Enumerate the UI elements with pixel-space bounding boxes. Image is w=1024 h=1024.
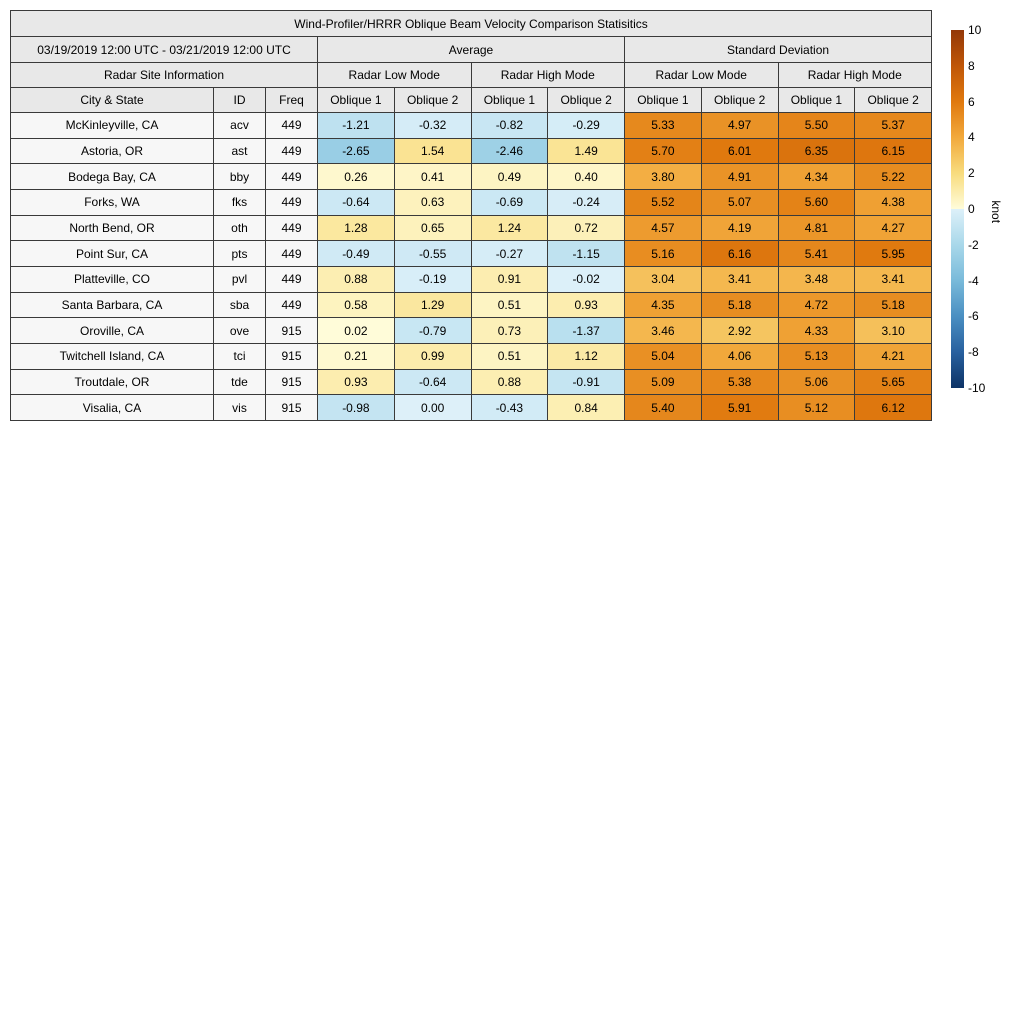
city-cell: Platteville, CO — [11, 266, 214, 292]
value-cell: 5.07 — [701, 189, 778, 215]
id-cell: vis — [214, 395, 266, 421]
value-cell: -0.55 — [394, 241, 471, 267]
mode-header-row — [11, 63, 932, 88]
value-cell: 4.57 — [625, 215, 702, 241]
mode-header-std-low: Radar Low Mode — [625, 63, 779, 88]
value-cell: 1.24 — [471, 215, 548, 241]
id-cell: pvl — [214, 266, 266, 292]
value-cell: 0.00 — [394, 395, 471, 421]
value-cell: 5.37 — [855, 113, 932, 139]
value-cell: 0.26 — [318, 164, 395, 190]
group-header-average: Average — [318, 37, 625, 63]
id-cell: oth — [214, 215, 266, 241]
id-cell: ast — [214, 138, 266, 164]
value-cell: 5.22 — [855, 164, 932, 190]
title-row — [11, 11, 932, 37]
value-cell: 0.40 — [548, 164, 625, 190]
value-cell: 5.16 — [625, 241, 702, 267]
value-cell: 5.38 — [701, 369, 778, 395]
value-cell: -0.43 — [471, 395, 548, 421]
value-cell: -0.69 — [471, 189, 548, 215]
value-cell: -2.46 — [471, 138, 548, 164]
value-cell: 0.93 — [548, 292, 625, 318]
col-header-oblique1: Oblique 1 — [318, 88, 395, 113]
value-cell: 5.70 — [625, 138, 702, 164]
value-cell: 1.29 — [394, 292, 471, 318]
city-cell: Twitchell Island, CA — [11, 343, 214, 369]
value-cell: 5.52 — [625, 189, 702, 215]
col-header-oblique2: Oblique 2 — [855, 88, 932, 113]
value-cell: 5.04 — [625, 343, 702, 369]
mode-header-std-high: Radar High Mode — [778, 63, 932, 88]
value-cell: 4.21 — [855, 343, 932, 369]
table-row — [11, 138, 932, 164]
id-cell: tde — [214, 369, 266, 395]
colorbar-gradient — [951, 30, 964, 388]
value-cell: 6.15 — [855, 138, 932, 164]
table-body — [11, 113, 932, 421]
value-cell: 5.13 — [778, 343, 855, 369]
value-cell: 3.46 — [625, 318, 702, 344]
col-header-city-state: City & State — [11, 88, 214, 113]
city-cell: McKinleyville, CA — [11, 113, 214, 139]
table-row — [11, 241, 932, 267]
col-header-freq: Freq — [266, 88, 318, 113]
id-cell: pts — [214, 241, 266, 267]
value-cell: -0.64 — [394, 369, 471, 395]
value-cell: 1.28 — [318, 215, 395, 241]
value-cell: 0.41 — [394, 164, 471, 190]
value-cell: 4.06 — [701, 343, 778, 369]
value-cell: 5.09 — [625, 369, 702, 395]
value-cell: 3.10 — [855, 318, 932, 344]
colorbar-tick-label: 6 — [968, 94, 975, 109]
colorbar-tick-label: -2 — [968, 237, 979, 252]
value-cell: 0.91 — [471, 266, 548, 292]
value-cell: 0.58 — [318, 292, 395, 318]
freq-cell: 449 — [266, 292, 318, 318]
value-cell: -0.91 — [548, 369, 625, 395]
value-cell: 2.92 — [701, 318, 778, 344]
value-cell: -0.02 — [548, 266, 625, 292]
id-cell: bby — [214, 164, 266, 190]
value-cell: -0.19 — [394, 266, 471, 292]
value-cell: -0.82 — [471, 113, 548, 139]
value-cell: 5.50 — [778, 113, 855, 139]
colorbar-tick-label: -8 — [968, 345, 979, 360]
value-cell: -0.32 — [394, 113, 471, 139]
stats-table — [10, 10, 932, 421]
id-cell: ove — [214, 318, 266, 344]
value-cell: 0.84 — [548, 395, 625, 421]
colorbar-tick-label: 10 — [968, 23, 982, 37]
colorbar-tick-label: 8 — [968, 58, 975, 73]
table-row — [11, 113, 932, 139]
city-cell: Visalia, CA — [11, 395, 214, 421]
value-cell: 3.41 — [701, 266, 778, 292]
value-cell: -1.37 — [548, 318, 625, 344]
city-cell: Oroville, CA — [11, 318, 214, 344]
period-cell: 03/19/2019 12:00 UTC - 03/21/2019 12:00 UTC — [11, 37, 318, 63]
value-cell: -0.64 — [318, 189, 395, 215]
value-cell: 3.48 — [778, 266, 855, 292]
site-info-header: Radar Site Information — [11, 63, 318, 88]
value-cell: 0.99 — [394, 343, 471, 369]
city-cell: Point Sur, CA — [11, 241, 214, 267]
value-cell: 5.33 — [625, 113, 702, 139]
value-cell: 5.12 — [778, 395, 855, 421]
freq-cell: 449 — [266, 189, 318, 215]
mode-header-avg-high: Radar High Mode — [471, 63, 625, 88]
value-cell: -0.29 — [548, 113, 625, 139]
freq-cell: 449 — [266, 113, 318, 139]
value-cell: -0.49 — [318, 241, 395, 267]
col-header-oblique2: Oblique 2 — [701, 88, 778, 113]
table-row — [11, 164, 932, 190]
colorbar-tick-label: -4 — [968, 273, 979, 288]
col-header-oblique2: Oblique 2 — [548, 88, 625, 113]
value-cell: -0.79 — [394, 318, 471, 344]
value-cell: 0.21 — [318, 343, 395, 369]
value-cell: 0.49 — [471, 164, 548, 190]
colorbar-tick-label: -6 — [968, 309, 979, 324]
value-cell: 3.80 — [625, 164, 702, 190]
value-cell: 1.54 — [394, 138, 471, 164]
value-cell: 1.12 — [548, 343, 625, 369]
value-cell: 0.88 — [318, 266, 395, 292]
col-header-id: ID — [214, 88, 266, 113]
value-cell: 4.34 — [778, 164, 855, 190]
value-cell: 4.35 — [625, 292, 702, 318]
value-cell: 0.93 — [318, 369, 395, 395]
colorbar-unit-label: knot — [989, 200, 1003, 224]
value-cell: 3.04 — [625, 266, 702, 292]
stats-table-container — [10, 10, 932, 421]
value-cell: 4.91 — [701, 164, 778, 190]
value-cell: 4.72 — [778, 292, 855, 318]
col-header-oblique1: Oblique 1 — [471, 88, 548, 113]
freq-cell: 449 — [266, 138, 318, 164]
colorbar-tick-label: 4 — [968, 130, 975, 145]
value-cell: 4.38 — [855, 189, 932, 215]
table-row — [11, 292, 932, 318]
value-cell: 5.95 — [855, 241, 932, 267]
table-row — [11, 343, 932, 369]
colorbar-tick-label: -10 — [968, 381, 986, 395]
value-cell: -1.21 — [318, 113, 395, 139]
period-group-row — [11, 37, 932, 63]
value-cell: 5.91 — [701, 395, 778, 421]
value-cell: 5.18 — [701, 292, 778, 318]
value-cell: 5.65 — [855, 369, 932, 395]
value-cell: 1.49 — [548, 138, 625, 164]
table-title: Wind-Profiler/HRRR Oblique Beam Velocity Comparison Statisitics — [11, 11, 932, 37]
value-cell: 0.88 — [471, 369, 548, 395]
value-cell: 5.60 — [778, 189, 855, 215]
freq-cell: 449 — [266, 241, 318, 267]
value-cell: 0.73 — [471, 318, 548, 344]
value-cell: -0.98 — [318, 395, 395, 421]
city-cell: Santa Barbara, CA — [11, 292, 214, 318]
table-row — [11, 369, 932, 395]
value-cell: -0.27 — [471, 241, 548, 267]
colorbar-tick-label: 2 — [968, 166, 975, 181]
city-cell: Forks, WA — [11, 189, 214, 215]
value-cell: 5.41 — [778, 241, 855, 267]
value-cell: 0.51 — [471, 343, 548, 369]
value-cell: 4.27 — [855, 215, 932, 241]
value-cell: 6.16 — [701, 241, 778, 267]
value-cell: 4.19 — [701, 215, 778, 241]
value-cell: 6.35 — [778, 138, 855, 164]
city-cell: Troutdale, OR — [11, 369, 214, 395]
value-cell: 0.51 — [471, 292, 548, 318]
colorbar-tick-label: 0 — [968, 202, 975, 216]
value-cell: 0.65 — [394, 215, 471, 241]
value-cell: 6.01 — [701, 138, 778, 164]
freq-cell: 915 — [266, 369, 318, 395]
table-row — [11, 266, 932, 292]
value-cell: -2.65 — [318, 138, 395, 164]
value-cell: 5.06 — [778, 369, 855, 395]
value-cell: -1.15 — [548, 241, 625, 267]
freq-cell: 449 — [266, 215, 318, 241]
value-cell: 5.40 — [625, 395, 702, 421]
col-header-oblique2: Oblique 2 — [394, 88, 471, 113]
table-row — [11, 215, 932, 241]
col-header-oblique1: Oblique 1 — [625, 88, 702, 113]
city-cell: Astoria, OR — [11, 138, 214, 164]
freq-cell: 915 — [266, 395, 318, 421]
col-header-oblique1: Oblique 1 — [778, 88, 855, 113]
id-cell: tci — [214, 343, 266, 369]
city-cell: Bodega Bay, CA — [11, 164, 214, 190]
city-cell: North Bend, OR — [11, 215, 214, 241]
table-row — [11, 189, 932, 215]
column-header-row — [11, 88, 932, 113]
freq-cell: 915 — [266, 343, 318, 369]
value-cell: 4.97 — [701, 113, 778, 139]
table-row — [11, 318, 932, 344]
value-cell: 0.72 — [548, 215, 625, 241]
value-cell: -0.24 — [548, 189, 625, 215]
table-row — [11, 395, 932, 421]
id-cell: sba — [214, 292, 266, 318]
value-cell: 0.63 — [394, 189, 471, 215]
value-cell: 3.41 — [855, 266, 932, 292]
freq-cell: 915 — [266, 318, 318, 344]
mode-header-avg-low: Radar Low Mode — [318, 63, 472, 88]
id-cell: fks — [214, 189, 266, 215]
value-cell: 6.12 — [855, 395, 932, 421]
colorbar — [951, 23, 1024, 395]
value-cell: 0.02 — [318, 318, 395, 344]
value-cell: 5.18 — [855, 292, 932, 318]
value-cell: 4.81 — [778, 215, 855, 241]
freq-cell: 449 — [266, 266, 318, 292]
value-cell: 4.33 — [778, 318, 855, 344]
group-header-standard-deviation: Standard Deviation — [625, 37, 932, 63]
freq-cell: 449 — [266, 164, 318, 190]
id-cell: acv — [214, 113, 266, 139]
